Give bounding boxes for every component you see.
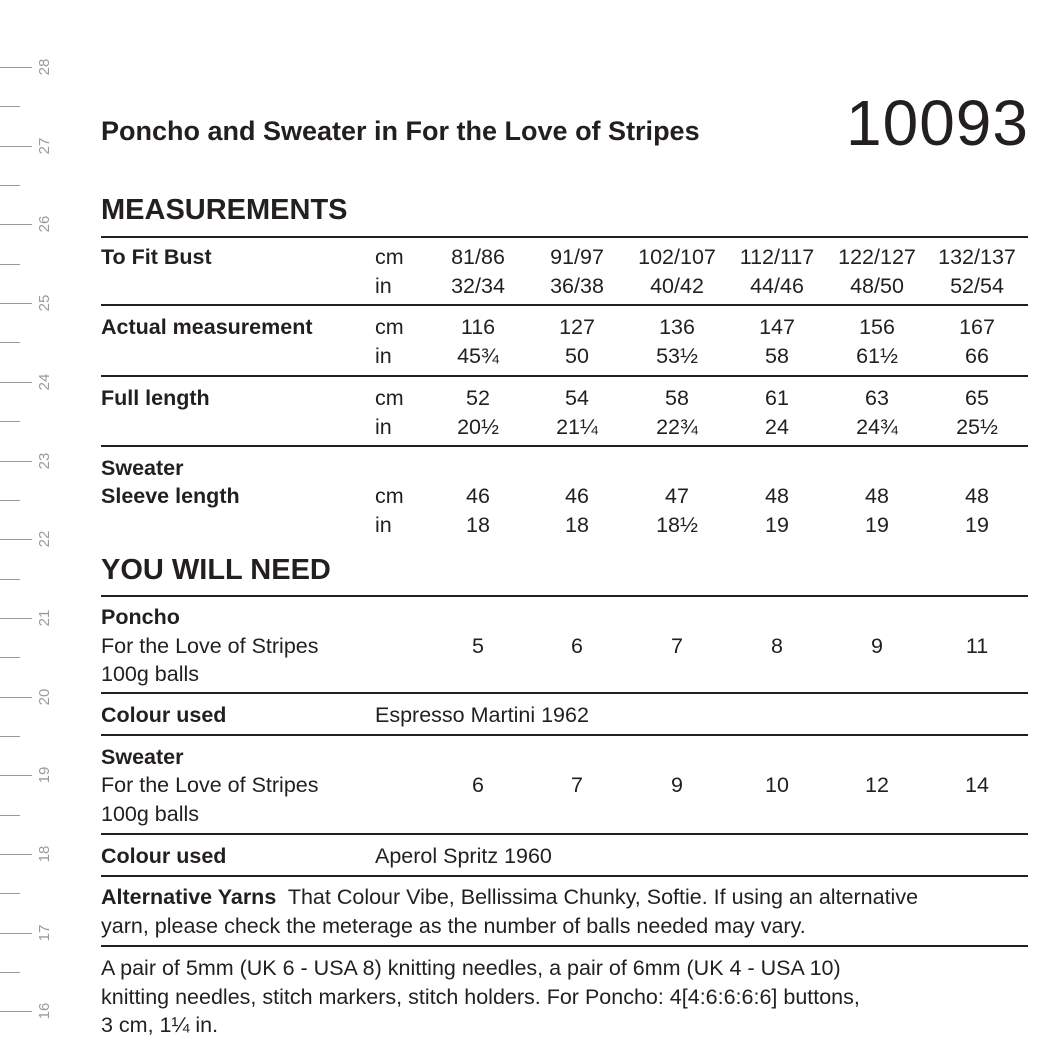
sweater-colour: Aperol Spritz 1960 [375, 844, 552, 868]
unit-label: in [375, 415, 392, 439]
ruler-label: 26 [36, 216, 53, 233]
unit-label: in [375, 513, 392, 537]
unit-label: cm [375, 245, 404, 269]
table-cell: 136 [659, 315, 695, 339]
ruler-major-tick [0, 67, 32, 68]
notions-line-2: knitting needles, stitch markers, stitch holders. For Poncho: 4[4:6:6:6:6] buttons, [101, 985, 860, 1009]
sweater-unit: 100g balls [101, 802, 200, 826]
ruler-major-tick [0, 697, 32, 698]
row-label: Full length [101, 386, 210, 410]
table-cell: 58 [765, 344, 789, 368]
poncho-title: Poncho [101, 605, 180, 629]
table-cell: 50 [565, 344, 589, 368]
poncho-yarn: For the Love of Stripes [101, 634, 319, 658]
row-label: To Fit Bust [101, 245, 212, 269]
row-label: Sweater [101, 456, 184, 480]
table-cell: 36/38 [550, 274, 604, 298]
table-cell: 48/50 [850, 274, 904, 298]
ruler-label: 27 [36, 137, 53, 155]
poncho-balls-cell: 8 [771, 634, 783, 658]
ruler-major-tick [0, 539, 32, 540]
ruler-minor-tick [0, 579, 20, 580]
divider [101, 304, 1028, 306]
ruler-minor-tick [0, 815, 20, 816]
ruler-label: 21 [36, 609, 53, 627]
ruler-minor-tick [0, 264, 20, 265]
ruler-major-tick [0, 775, 32, 776]
table-cell: 48 [865, 484, 889, 508]
ruler-minor-tick [0, 657, 20, 658]
divider [101, 595, 1028, 597]
ruler-major-tick [0, 146, 32, 147]
table-cell: 122/127 [838, 245, 916, 269]
table-cell: 127 [559, 315, 595, 339]
sweater-colour-label: Colour used [101, 844, 227, 868]
table-cell: 40/42 [650, 274, 704, 298]
table-cell: 24¾ [856, 415, 898, 439]
table-cell: 81/86 [451, 245, 505, 269]
divider [101, 445, 1028, 447]
ruler-minor-tick [0, 185, 20, 186]
divider [101, 945, 1028, 947]
notions-line-3: 3 cm, 1¼ in. [101, 1013, 219, 1037]
poncho-colour-label: Colour used [101, 703, 227, 727]
table-cell: 19 [965, 513, 989, 537]
ruler-minor-tick [0, 972, 20, 973]
ruler-major-tick [0, 618, 32, 619]
ruler-label: 28 [36, 58, 53, 76]
ruler-major-tick [0, 224, 32, 225]
row-label: Sleeve length [101, 484, 240, 508]
unit-label: cm [375, 315, 404, 339]
ruler-minor-tick [0, 342, 20, 343]
table-cell: 48 [965, 484, 989, 508]
divider [101, 833, 1028, 835]
ruler-label: 19 [36, 766, 53, 784]
ruler-major-tick [0, 382, 32, 383]
alternative-yarns [101, 883, 918, 912]
divider [101, 734, 1028, 736]
unit-label: cm [375, 484, 404, 508]
table-cell: 61½ [856, 344, 898, 368]
table-cell: 167 [959, 315, 995, 339]
sweater-yarn: For the Love of Stripes [101, 773, 319, 797]
table-cell: 20½ [457, 415, 499, 439]
ruler-minor-tick [0, 893, 20, 894]
sweater-balls-cell: 12 [865, 773, 889, 797]
table-cell: 45¾ [457, 344, 499, 368]
table-cell: 63 [865, 386, 889, 410]
unit-label: in [375, 274, 392, 298]
table-cell: 52 [466, 386, 490, 410]
notions-line-1: A pair of 5mm (UK 6 - USA 8) knitting needles, a pair of 6mm (UK 4 - USA 10) [101, 956, 841, 980]
ruler-major-tick [0, 933, 32, 934]
divider [101, 375, 1028, 377]
ruler-label: 25 [36, 294, 53, 312]
table-cell: 52/54 [950, 274, 1004, 298]
table-cell: 54 [565, 386, 589, 410]
ruler-minor-tick [0, 736, 20, 737]
sweater-title: Sweater [101, 745, 184, 769]
table-cell: 156 [859, 315, 895, 339]
table-cell: 147 [759, 315, 795, 339]
table-cell: 61 [765, 386, 789, 410]
table-cell: 48 [765, 484, 789, 508]
ruler-label: 20 [36, 688, 53, 705]
poncho-balls-cell: 9 [871, 634, 883, 658]
table-cell: 18 [565, 513, 589, 537]
table-cell: 112/117 [739, 245, 815, 269]
ruler-label: 16 [36, 1003, 53, 1020]
divider [101, 875, 1028, 877]
sweater-balls-cell: 9 [671, 773, 683, 797]
ruler-major-tick [0, 461, 32, 462]
poncho-colour: Espresso Martini 1962 [375, 703, 589, 727]
ruler-label: 22 [36, 530, 53, 548]
alternative-yarns-text-2: yarn, please check the meterage as the number of balls needed may vary. [101, 914, 806, 938]
unit-label: cm [375, 386, 404, 410]
sweater-balls-cell: 14 [965, 773, 989, 797]
you-will-need-heading: YOU WILL NEED [101, 554, 331, 586]
measurements-heading: MEASUREMENTS [101, 194, 348, 226]
ruler-minor-tick [0, 500, 20, 501]
sweater-balls-cell: 10 [765, 773, 789, 797]
ruler-major-tick [0, 1011, 32, 1012]
table-cell: 58 [665, 386, 689, 410]
table-cell: 44/46 [750, 274, 804, 298]
ruler-major-tick [0, 303, 32, 304]
ruler-minor-tick [0, 421, 20, 422]
table-cell: 19 [865, 513, 889, 537]
sweater-balls-cell: 6 [472, 773, 484, 797]
ruler-major-tick [0, 854, 32, 855]
table-cell: 18 [466, 513, 490, 537]
table-cell: 132/137 [938, 245, 1016, 269]
ruler-label: 18 [36, 845, 53, 863]
poncho-unit: 100g balls [101, 662, 200, 686]
sweater-balls-cell: 7 [571, 773, 583, 797]
divider [101, 236, 1028, 238]
table-cell: 47 [665, 484, 689, 508]
table-cell: 25½ [956, 415, 998, 439]
table-cell: 21¼ [556, 415, 598, 439]
poncho-balls-cell: 5 [472, 634, 484, 658]
table-cell: 22¾ [656, 415, 698, 439]
table-cell: 46 [565, 484, 589, 508]
table-cell: 19 [765, 513, 789, 537]
ruler-label: 17 [36, 924, 53, 942]
alternative-yarns-text: That Colour Vibe, Bellissima Chunky, Softie. If using an alternative [287, 885, 919, 909]
poncho-balls-cell: 6 [571, 634, 583, 658]
table-cell: 18½ [656, 513, 698, 537]
table-cell: 91/97 [550, 245, 604, 269]
alternative-yarns-label: Alternative Yarns [101, 885, 277, 909]
ruler-label: 24 [36, 373, 53, 391]
ruler-label: 23 [36, 452, 53, 469]
poncho-balls-cell: 11 [965, 634, 989, 658]
pattern-number: 10093 [846, 87, 1029, 159]
table-cell: 32/34 [451, 274, 505, 298]
table-cell: 102/107 [638, 245, 716, 269]
ruler-minor-tick [0, 106, 20, 107]
table-cell: 65 [965, 386, 989, 410]
table-cell: 116 [460, 315, 496, 339]
table-cell: 46 [466, 484, 490, 508]
table-cell: 24 [765, 415, 789, 439]
divider [101, 692, 1028, 694]
pattern-title: Poncho and Sweater in For the Love of Stripes [101, 116, 700, 146]
table-cell: 66 [965, 344, 989, 368]
table-cell: 53½ [656, 344, 698, 368]
unit-label: in [375, 344, 392, 368]
row-label: Actual measurement [101, 315, 313, 339]
poncho-balls-cell: 7 [671, 634, 683, 658]
